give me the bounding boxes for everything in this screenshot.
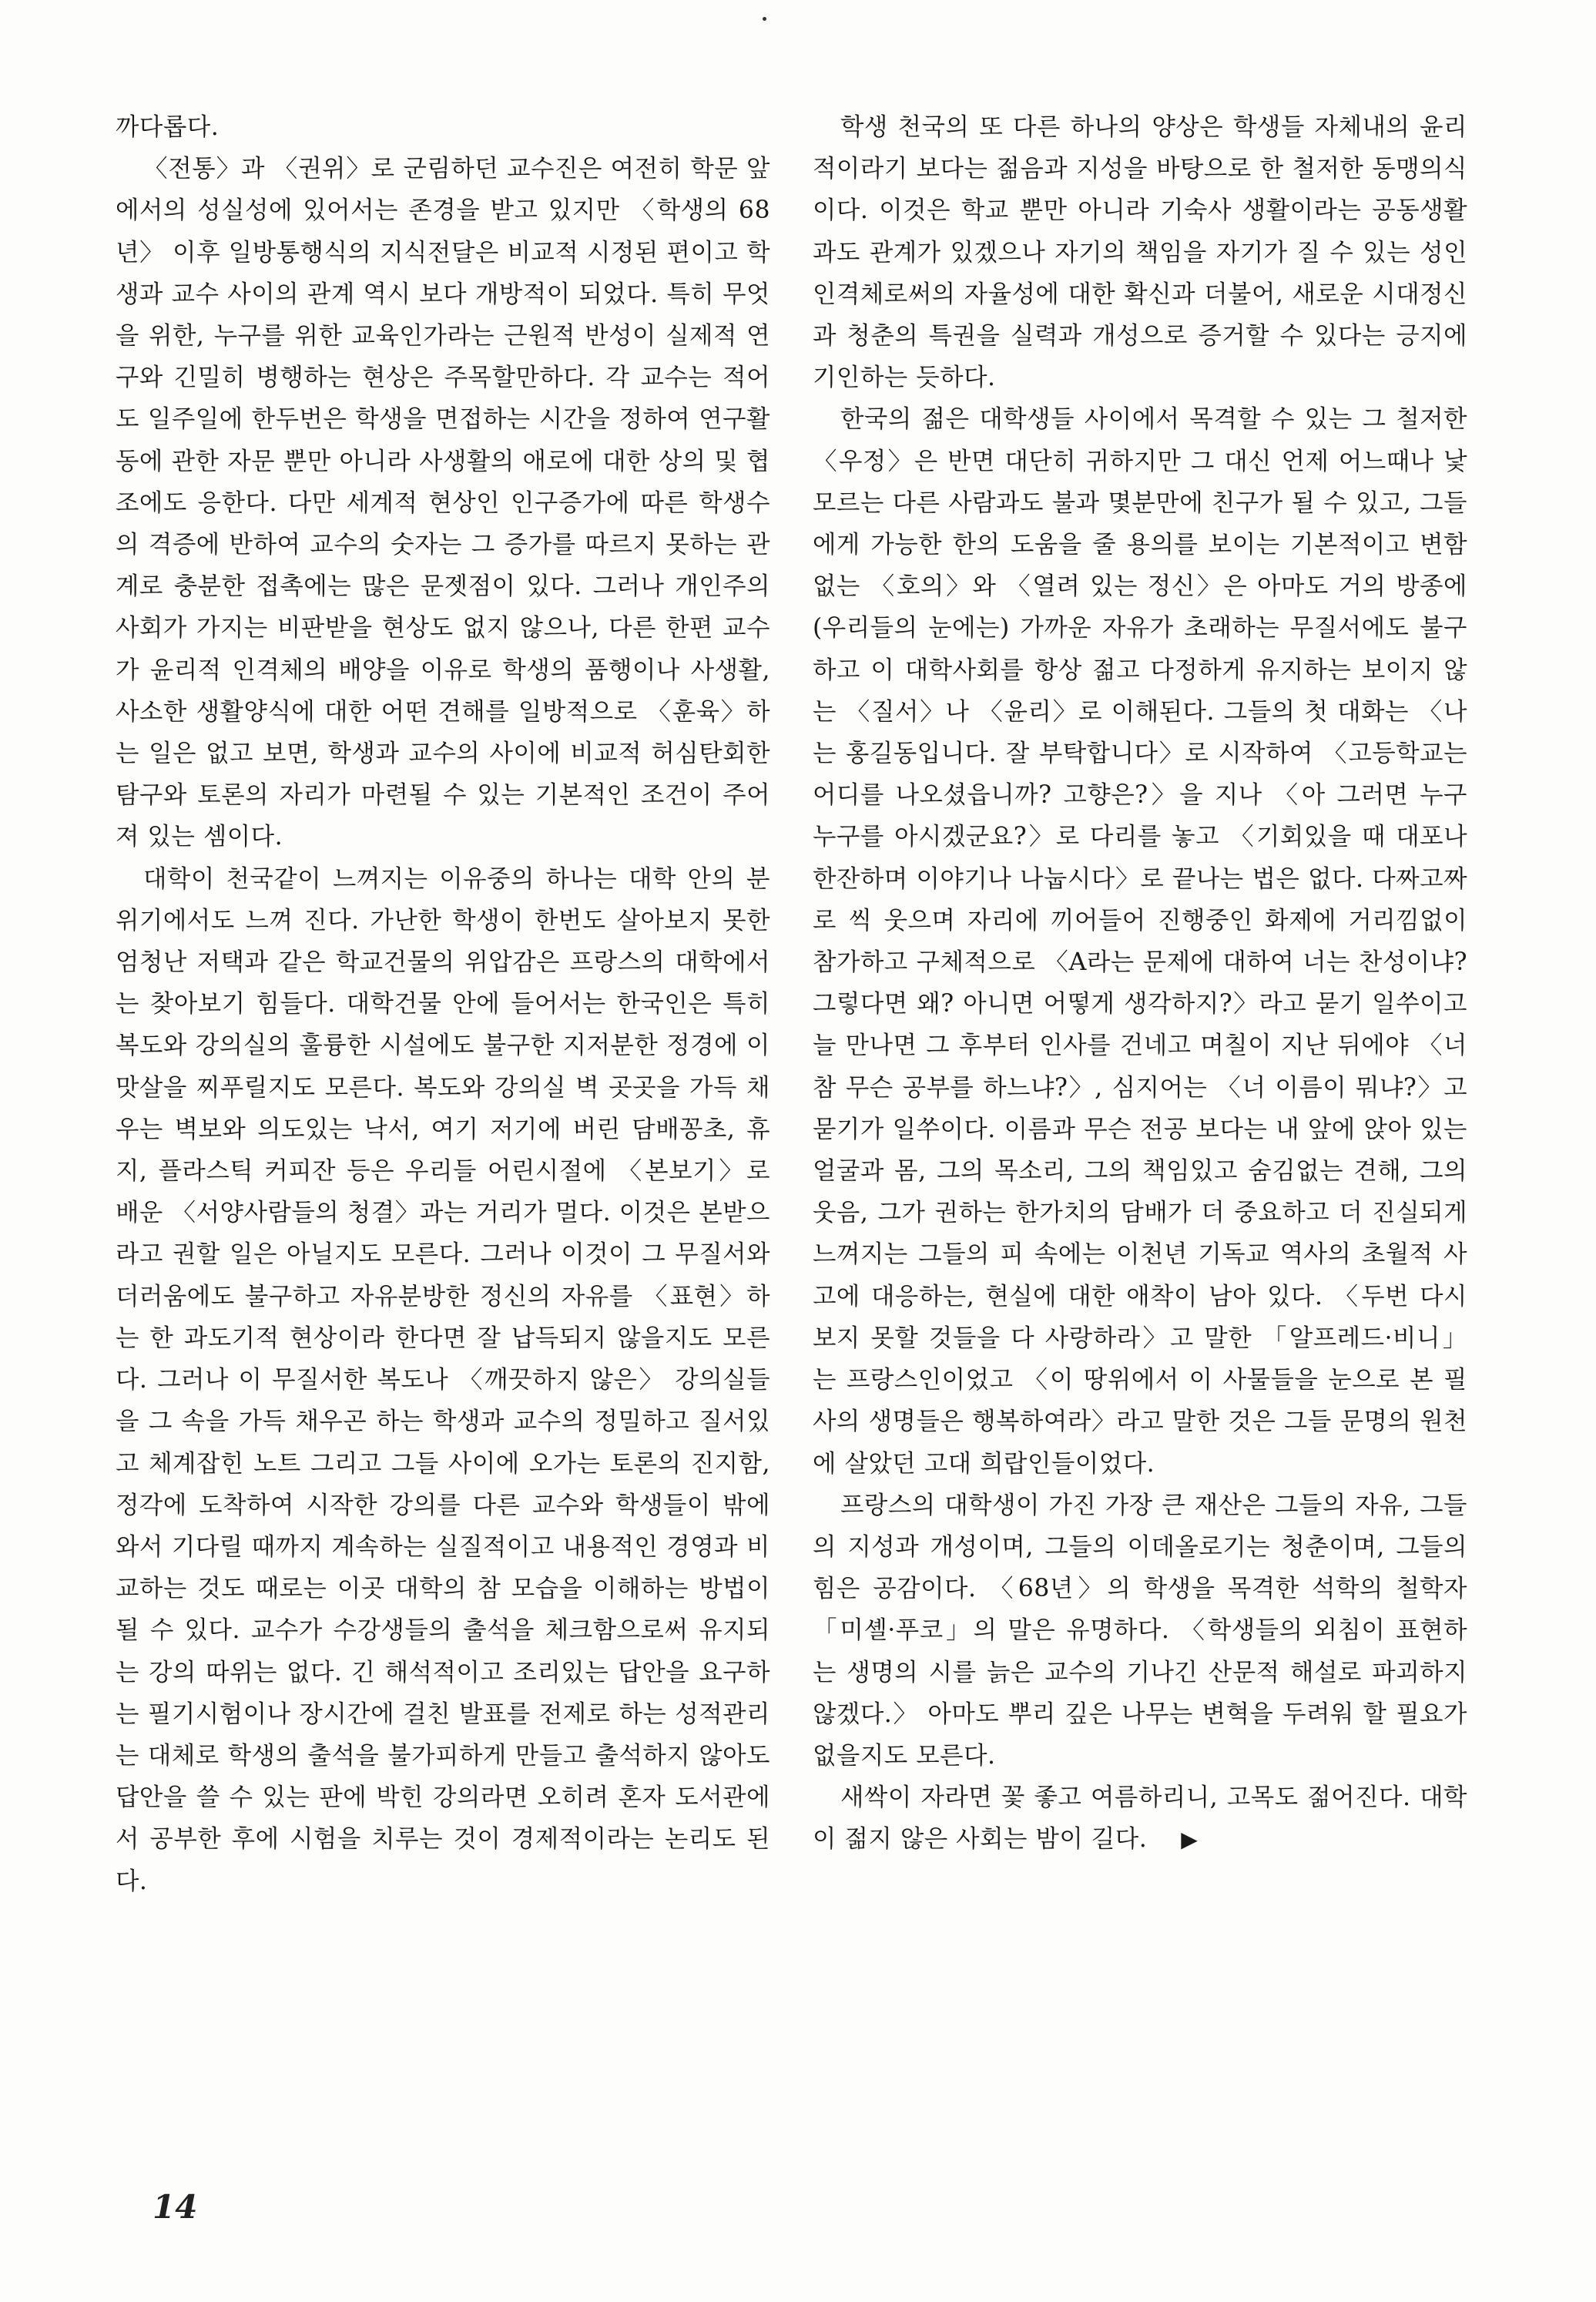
paragraph: 한국의 젊은 대학생들 사이에서 목격할 수 있는 그 철저한 〈우정〉은 반면 대단히 귀하지만 그 대신 언제 어느때나 낯모르는 다른 사람과도 불과 몇분만에 친구가 될 수 있고, 그들에게 가능한 한의 도움을 줄 용의를 보이는 기본적이고 변함없는 〈호의〉와 〈열려 있는 정신〉은 아마도 거의 방종에(우리들의 눈에는) 가까운 자유가 초래하는 무질서에도 불구하고 이 대학사회를 항상 젊고 다정하게 유지하는 보이지 않는 〈질서〉나 〈윤리〉로 이해된다. 그들의 첫 대화는 〈나는 홍길동입니다. 잘 부탁합니다〉로 시작하여 〈고등학교는 어디를 나오셨읍니까? 고향은?〉을 지나 〈아 그러면 누구 누구를 아시겠군요?〉로 다리를 놓고 〈기회있을 때 대포나 한잔하며 이야기나 나눕시다〉로 끝나는 법은 없다. 다짜고짜로 씩 웃으며 자리에 끼어들어 진행중인 화제에 거리낌없이 참가하고 구체적으로 〈A라는 문제에 대하여 너는 찬성이냐? 그렇다면 왜? 아니면 어떻게 생각하지?〉라고 묻기 일쑤이고 늘 만나면 그 후부터 인사를 건네고 며칠이 지난 뒤에야 〈너 참 무슨 공부를 하느냐?〉, 심지어는 〈너 이름이 뭐냐?〉고 묻기가 일쑤이다. 이름과 무슨 전공 보다는 내 앞에 앉아 있는 얼굴과 몸, 그의 목소리, 그의 책임있고 숨김없는 견해, 그의 웃음, 그가 권하는 한가치의 담배가 더 중요하고 더 진실되게 느껴지는 그들의 피 속에는 이천년 기독교 역사의 초월적 사고에 대응하는, 현실에 대한 애착이 남아 있다. 〈두번 다시 보지 못할 것들을 다 사랑하라〉고 말한 「알프레드·비니」는 프랑스인이었고 〈이 땅위에서 이 사물들을 눈으로 본 필사의 생명들은 행복하여라〉라고 말한 것은 그들 문명의 원천에 살았던 고대 희랍인들이었다. [813, 405, 1467, 1478]
paragraph: 대학이 천국같이 느껴지는 이유중의 하나는 대학 안의 분위기에서도 느껴 진다. 가난한 학생이 한번도 살아보지 못한 엄청난 저택과 같은 학교건물의 위압감은 프랑스의 대학에서는 찾아보기 힘들다. 대학건물 안에 들어서는 한국인은 특히 복도와 강의실의 훌륭한 시설에도 불구한 지저분한 정경에 이맛살을 찌푸릴지도 모른다. 복도와 강의실 벽 곳곳을 가득 채우는 벽보와 의도있는 낙서, 여기 저기에 버린 담배꽁초, 휴지, 플라스틱 커피잔 등은 우리들 어린시절에 〈본보기〉로 배운 〈서양사람들의 청결〉과는 거리가 멀다. 이것은 본받으라고 권할 일은 아닐지도 모른다. 그러나 이것이 그 무질서와 더러움에도 불구하고 자유분방한 정신의 자유를 〈표현〉하는 한 과도기적 현상이라 한다면 잘 납득되지 않을지도 모른다. 그러나 이 무질서한 복도나 〈깨끗하지 않은〉 강의실들을 그 속을 가득 채우곤 하는 학생과 교수의 정밀하고 질서있고 체계잡힌 노트 그리고 그들 사이에 오가는 토론의 진지함, 정각에 도착하여 시작한 강의를 다른 교수와 학생들이 밖에 와서 기다릴 때까지 계속하는 실질적이고 내용적인 경영과 비교하는 것도 때로는 이곳 대학의 참 모습을 이해하는 방법이 될 수 있다. 교수가 수강생들의 출석을 체크함으로써 유지되는 강의 따위는 없다. 긴 해석적이고 조리있는 답안을 요구하는 필기시험이나 장시간에 걸친 발표를 전제로 하는 성적관리는 대체로 학생의 출석을 불가피하게 만들고 출석하지 않아도 답안을 쓸 수 있는 판에 박힌 강의라면 오히려 혼자 도서관에서 공부한 후에 시험을 치루는 것이 경제적이라는 논리도 된다. [116, 864, 770, 1895]
paragraph-text: 새싹이 자라면 꽃 좋고 여름하리니, 고목도 젊어진다. 대학이 젊지 않은 사회는 밤이 길다. [813, 1784, 1467, 1854]
left-column [116, 106, 770, 1902]
paragraph: 학생 천국의 또 다른 하나의 양상은 학생들 자체내의 윤리적이라기 보다는 젊음과 지성을 바탕으로 한 철저한 동맹의식이다. 이것은 학교 뿐만 아니라 기숙사 생활이라는 공동생활과도 관계가 있겠으나 자기의 책임을 자기가 질 수 있는 성인인격체로써의 자율성에 대한 확신과 더불어, 새로운 시대정신과 청춘의 특권을 실력과 개성으로 증거할 수 있다는 긍지에 기인하는 듯하다. [813, 113, 1467, 392]
paragraph: 〈전통〉과 〈권위〉로 군림하던 교수진은 여전히 학문 앞에서의 성실성에 있어서는 존경을 받고 있지만 〈학생의 68년〉 이후 일방통행식의 지식전달은 비교적 시정된 편이고 학생과 교수 사이의 관계 역시 보다 개방적이 되었다. 특히 무엇을 위한, 누구를 위한 교육인가라는 근원적 반성이 실제적 연구와 긴밀히 병행하는 현상은 주목할만하다. 각 교수는 적어도 일주일에 한두번은 학생을 면접하는 시간을 정하여 연구활동에 관한 자문 뿐만 아니라 사생활의 애로에 대한 상의 및 협조에도 응한다. 다만 세계적 현상인 인구증가에 따른 학생수의 격증에 반하여 교수의 숫자는 그 증가를 따르지 못하는 관계로 충분한 접촉에는 많은 문젯점이 있다. 그러나 개인주의 사회가 가지는 비판받을 현상도 없지 않으나, 다른 한편 교수가 윤리적 인격체의 배양을 이유로 학생의 품행이나 사생활, 사소한 생활양식에 대한 어떤 견해를 일방적으로 〈훈육〉하는 일은 없고 보면, 학생과 교수의 사이에 비교적 허심탄회한 탐구와 토론의 자리가 마련될 수 있는 기본적인 조건이 주어져 있는 셈이다. [116, 155, 770, 851]
paragraph-final [813, 1777, 1467, 1861]
page-number: 14 [153, 2188, 198, 2226]
paragraph: 까다롭다. [116, 113, 220, 141]
right-column [813, 106, 1467, 1861]
print-speck [763, 17, 766, 21]
paragraph: 프랑스의 대학생이 가진 가장 큰 재산은 그들의 자유, 그들의 지성과 개성이며, 그들의 이데올로기는 청춘이며, 그들의 힘은 공감이다. 〈68년〉의 학생을 목격한 석학의 철학자 「미셸·푸코」의 말은 유명하다. 〈학생들의 외침이 표현하는 생명의 시를 늙은 교수의 기나긴 산문적 해설로 파괴하지 않겠다.〉 아마도 뿌리 깊은 나무는 변혁을 두려워 할 필요가 없을지도 모른다. [813, 1491, 1467, 1770]
end-mark-icon: ▶ [1181, 1827, 1199, 1853]
